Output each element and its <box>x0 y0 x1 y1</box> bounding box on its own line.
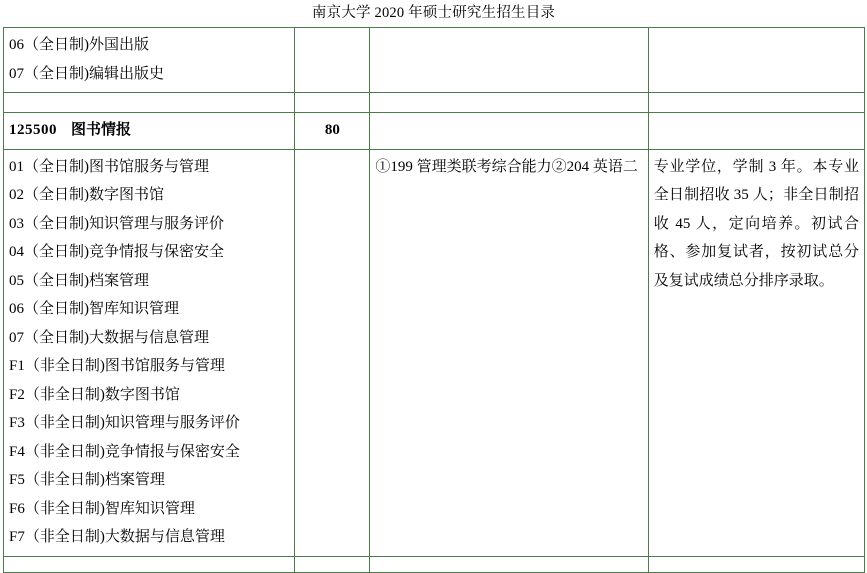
spacer-cell <box>648 93 864 113</box>
enrollment-cell <box>295 28 370 93</box>
direction-item: F5（非全日制)档案管理 <box>9 472 165 488</box>
page-title: 南京大学 2020 年硕士研究生招生目录 <box>311 5 556 21</box>
table-row <box>4 28 865 93</box>
spacer-cell <box>295 93 370 113</box>
research-directions-cell <box>4 556 295 572</box>
exam-subjects-cell: ①199 管理类联考综合能力②204 英语二 <box>370 149 648 556</box>
direction-item: 02（全日制)数字图书馆 <box>9 187 164 203</box>
direction-item: 04（全日制)竞争情报与保密安全 <box>9 244 224 260</box>
direction-item: 06（全日制)外国出版 <box>9 37 149 53</box>
notes-cell: 专业学位，学制 3 年。本专业全日制招收 35 人；非全日制招收 45 人，定向培养。初试合格、参加复试者，按初试总分及复试成绩总分排序录取。 <box>648 149 864 556</box>
spacer-cell <box>4 93 295 113</box>
direction-item: 01（全日制)图书馆服务与管理 <box>9 158 209 175</box>
direction-item: 03（全日制)知识管理与服务评价 <box>9 215 224 232</box>
exam-subjects-cell <box>370 113 648 150</box>
direction-item: 07（全日制)编辑出版史 <box>9 65 164 82</box>
exam-subjects-cell <box>370 28 648 93</box>
direction-item: F7（非全日制)大数据与信息管理 <box>9 529 225 545</box>
enrollment-cell <box>295 149 370 556</box>
notes-cell <box>648 556 864 572</box>
research-directions-cell <box>4 28 295 93</box>
direction-item: 06（全日制)智库知识管理 <box>9 301 179 317</box>
major-cell <box>4 113 295 150</box>
table-row-major-heading <box>4 113 865 150</box>
major-name: 图书情报 <box>71 122 132 138</box>
table-spacer-row <box>4 93 865 113</box>
direction-item: F2（非全日制)数字图书馆 <box>9 386 180 403</box>
direction-item: F4（非全日制)竞争情报与保密安全 <box>9 443 240 460</box>
exam-subjects-cell <box>370 556 648 572</box>
research-directions-cell <box>4 149 295 556</box>
enrollment-cell <box>295 556 370 572</box>
table-row-clipped <box>4 556 865 572</box>
direction-item: F3（非全日制)知识管理与服务评价 <box>9 415 240 431</box>
direction-item: F1（非全日制)图书馆服务与管理 <box>9 358 225 374</box>
admissions-catalog-table <box>3 27 865 573</box>
notes-cell <box>648 113 864 150</box>
notes-cell <box>648 28 864 93</box>
direction-item: 05（全日制)档案管理 <box>9 272 149 289</box>
enrollment-cell: 80 <box>295 113 370 150</box>
major-code: 125500 <box>9 122 57 138</box>
table-row <box>4 149 865 556</box>
spacer-cell <box>370 93 648 113</box>
direction-item: 07（全日制)大数据与信息管理 <box>9 329 209 346</box>
direction-item: F6（非全日制)智库知识管理 <box>9 500 195 517</box>
